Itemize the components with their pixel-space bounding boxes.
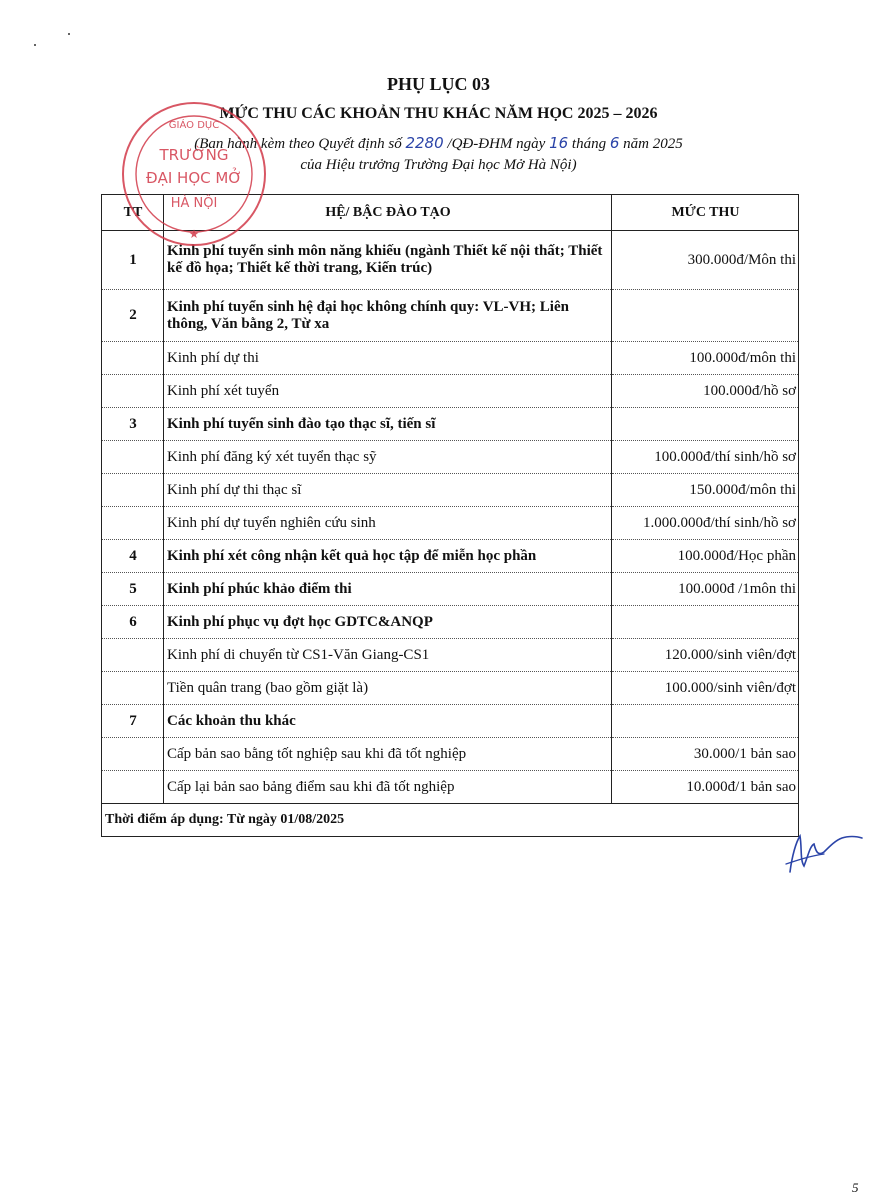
table-row: [102, 606, 799, 639]
seal-line-2: ĐẠI HỌC MỞ: [145, 169, 243, 187]
table-row: [102, 375, 799, 408]
table-row: [102, 738, 799, 771]
speck: [68, 33, 70, 35]
row-fee: 30.000/1 bản sao: [612, 738, 799, 771]
appendix-title: PHỤ LỤC 03: [387, 74, 490, 94]
issue-day: 16: [549, 134, 569, 152]
row-program: Kinh phí dự thi: [164, 342, 612, 375]
row-number: [102, 507, 164, 540]
row-program: Kinh phí xét công nhận kết quả học tập để miễn học phần: [164, 540, 612, 573]
row-number: [102, 771, 164, 804]
row-fee: [612, 408, 799, 441]
row-number: [102, 342, 164, 375]
seal-ring-text: GIÁO DỤC: [168, 120, 220, 131]
row-number: 4: [102, 540, 164, 573]
header-tt: TT: [102, 195, 164, 231]
table-row: [102, 507, 799, 540]
effective-date-row: [102, 804, 799, 837]
row-fee: 150.000đ/môn thi: [612, 474, 799, 507]
row-program: Kinh phí di chuyển từ CS1-Văn Giang-CS1: [164, 639, 612, 672]
header-fee: MỨC THU: [612, 195, 799, 231]
document-title: MỨC THU CÁC KHOẢN THU KHÁC NĂM HỌC 2025 – 2026: [219, 105, 658, 122]
row-program: Kinh phí đăng ký xét tuyển thạc sỹ: [164, 441, 612, 474]
month-label: tháng: [568, 136, 610, 152]
effective-date: Thời điểm áp dụng: Từ ngày 01/08/2025: [102, 804, 799, 837]
row-fee: [612, 606, 799, 639]
table-row: [102, 639, 799, 672]
row-number: 6: [102, 606, 164, 639]
issue-month: 6: [609, 134, 620, 152]
handwritten-signature: [784, 826, 864, 876]
row-program: Kinh phí tuyển sinh đào tạo thạc sĩ, tiến sĩ: [164, 408, 612, 441]
row-number: 7: [102, 705, 164, 738]
row-program: Kinh phí xét tuyển: [164, 375, 612, 408]
table-row: [102, 573, 799, 606]
table-row: [102, 342, 799, 375]
table-row: [102, 771, 799, 804]
issued-prefix: (Ban hành kèm theo Quyết định số: [194, 136, 406, 152]
row-fee: [612, 705, 799, 738]
row-fee: 1.000.000đ/thí sinh/hồ sơ: [612, 507, 799, 540]
row-program: Tiền quân trang (bao gồm giặt là): [164, 672, 612, 705]
seal-star: ★: [188, 227, 200, 241]
row-program: Kinh phí dự tuyển nghiên cứu sinh: [164, 507, 612, 540]
row-program: Kinh phí dự thi thạc sĩ: [164, 474, 612, 507]
issuance-line: [0, 134, 877, 153]
decision-mid: /QĐ-ĐHM ngày: [443, 136, 550, 152]
row-program: Cấp lại bản sao bảng điểm sau khi đã tốt nghiệp: [164, 771, 612, 804]
year-label: năm 2025: [619, 136, 683, 152]
row-program: Kinh phí phúc khảo điểm thi: [164, 573, 612, 606]
table-row: [102, 705, 799, 738]
seal-line-1: TRƯỜNG: [159, 146, 229, 164]
speck: [34, 44, 36, 46]
row-fee: [612, 290, 799, 342]
row-number: [102, 738, 164, 771]
table-row: [102, 474, 799, 507]
row-fee: 100.000đ/hồ sơ: [612, 375, 799, 408]
row-number: 3: [102, 408, 164, 441]
row-number: 1: [102, 231, 164, 290]
row-program: Kinh phí phục vụ đợt học GDTC&ANQP: [164, 606, 612, 639]
row-fee: 100.000đ/môn thi: [612, 342, 799, 375]
row-number: [102, 474, 164, 507]
table-header-row: [102, 195, 799, 231]
row-fee: 100.000đ /1môn thi: [612, 573, 799, 606]
row-number: [102, 639, 164, 672]
table-row: [102, 231, 799, 290]
row-fee: 100.000đ/Học phần: [612, 540, 799, 573]
decision-number: 2280: [405, 134, 444, 152]
row-program: Cấp bản sao bằng tốt nghiệp sau khi đã tốt nghiệp: [164, 738, 612, 771]
header-program: HỆ/ BẬC ĐÀO TẠO: [164, 195, 612, 231]
table-row: [102, 408, 799, 441]
row-fee: 100.000đ/thí sinh/hồ sơ: [612, 441, 799, 474]
row-fee: 120.000/sinh viên/đợt: [612, 639, 799, 672]
row-number: 2: [102, 290, 164, 342]
row-number: [102, 672, 164, 705]
row-program: Kinh phí tuyển sinh môn năng khiếu (ngành Thiết kế nội thất; Thiết kế đồ họa; Thiết kế thời trang, Kiến trúc): [164, 231, 612, 290]
issuer-line: của Hiệu trưởng Trường Đại học Mở Hà Nội): [300, 157, 577, 173]
row-program: Các khoản thu khác: [164, 705, 612, 738]
row-fee: 300.000đ/Môn thi: [612, 231, 799, 290]
page-number: 5: [852, 1180, 859, 1195]
table-row: [102, 441, 799, 474]
table-row: [102, 540, 799, 573]
table-row: [102, 290, 799, 342]
fee-table: [101, 194, 799, 837]
row-number: 5: [102, 573, 164, 606]
seal-line-3: HÀ NỘI: [170, 196, 218, 211]
row-fee: 100.000/sinh viên/đợt: [612, 672, 799, 705]
row-program: Kinh phí tuyển sinh hệ đại học không chính quy: VL-VH; Liên thông, Văn bằng 2, Từ xa: [164, 290, 612, 342]
table-row: [102, 672, 799, 705]
row-number: [102, 441, 164, 474]
row-fee: 10.000đ/1 bản sao: [612, 771, 799, 804]
row-number: [102, 375, 164, 408]
